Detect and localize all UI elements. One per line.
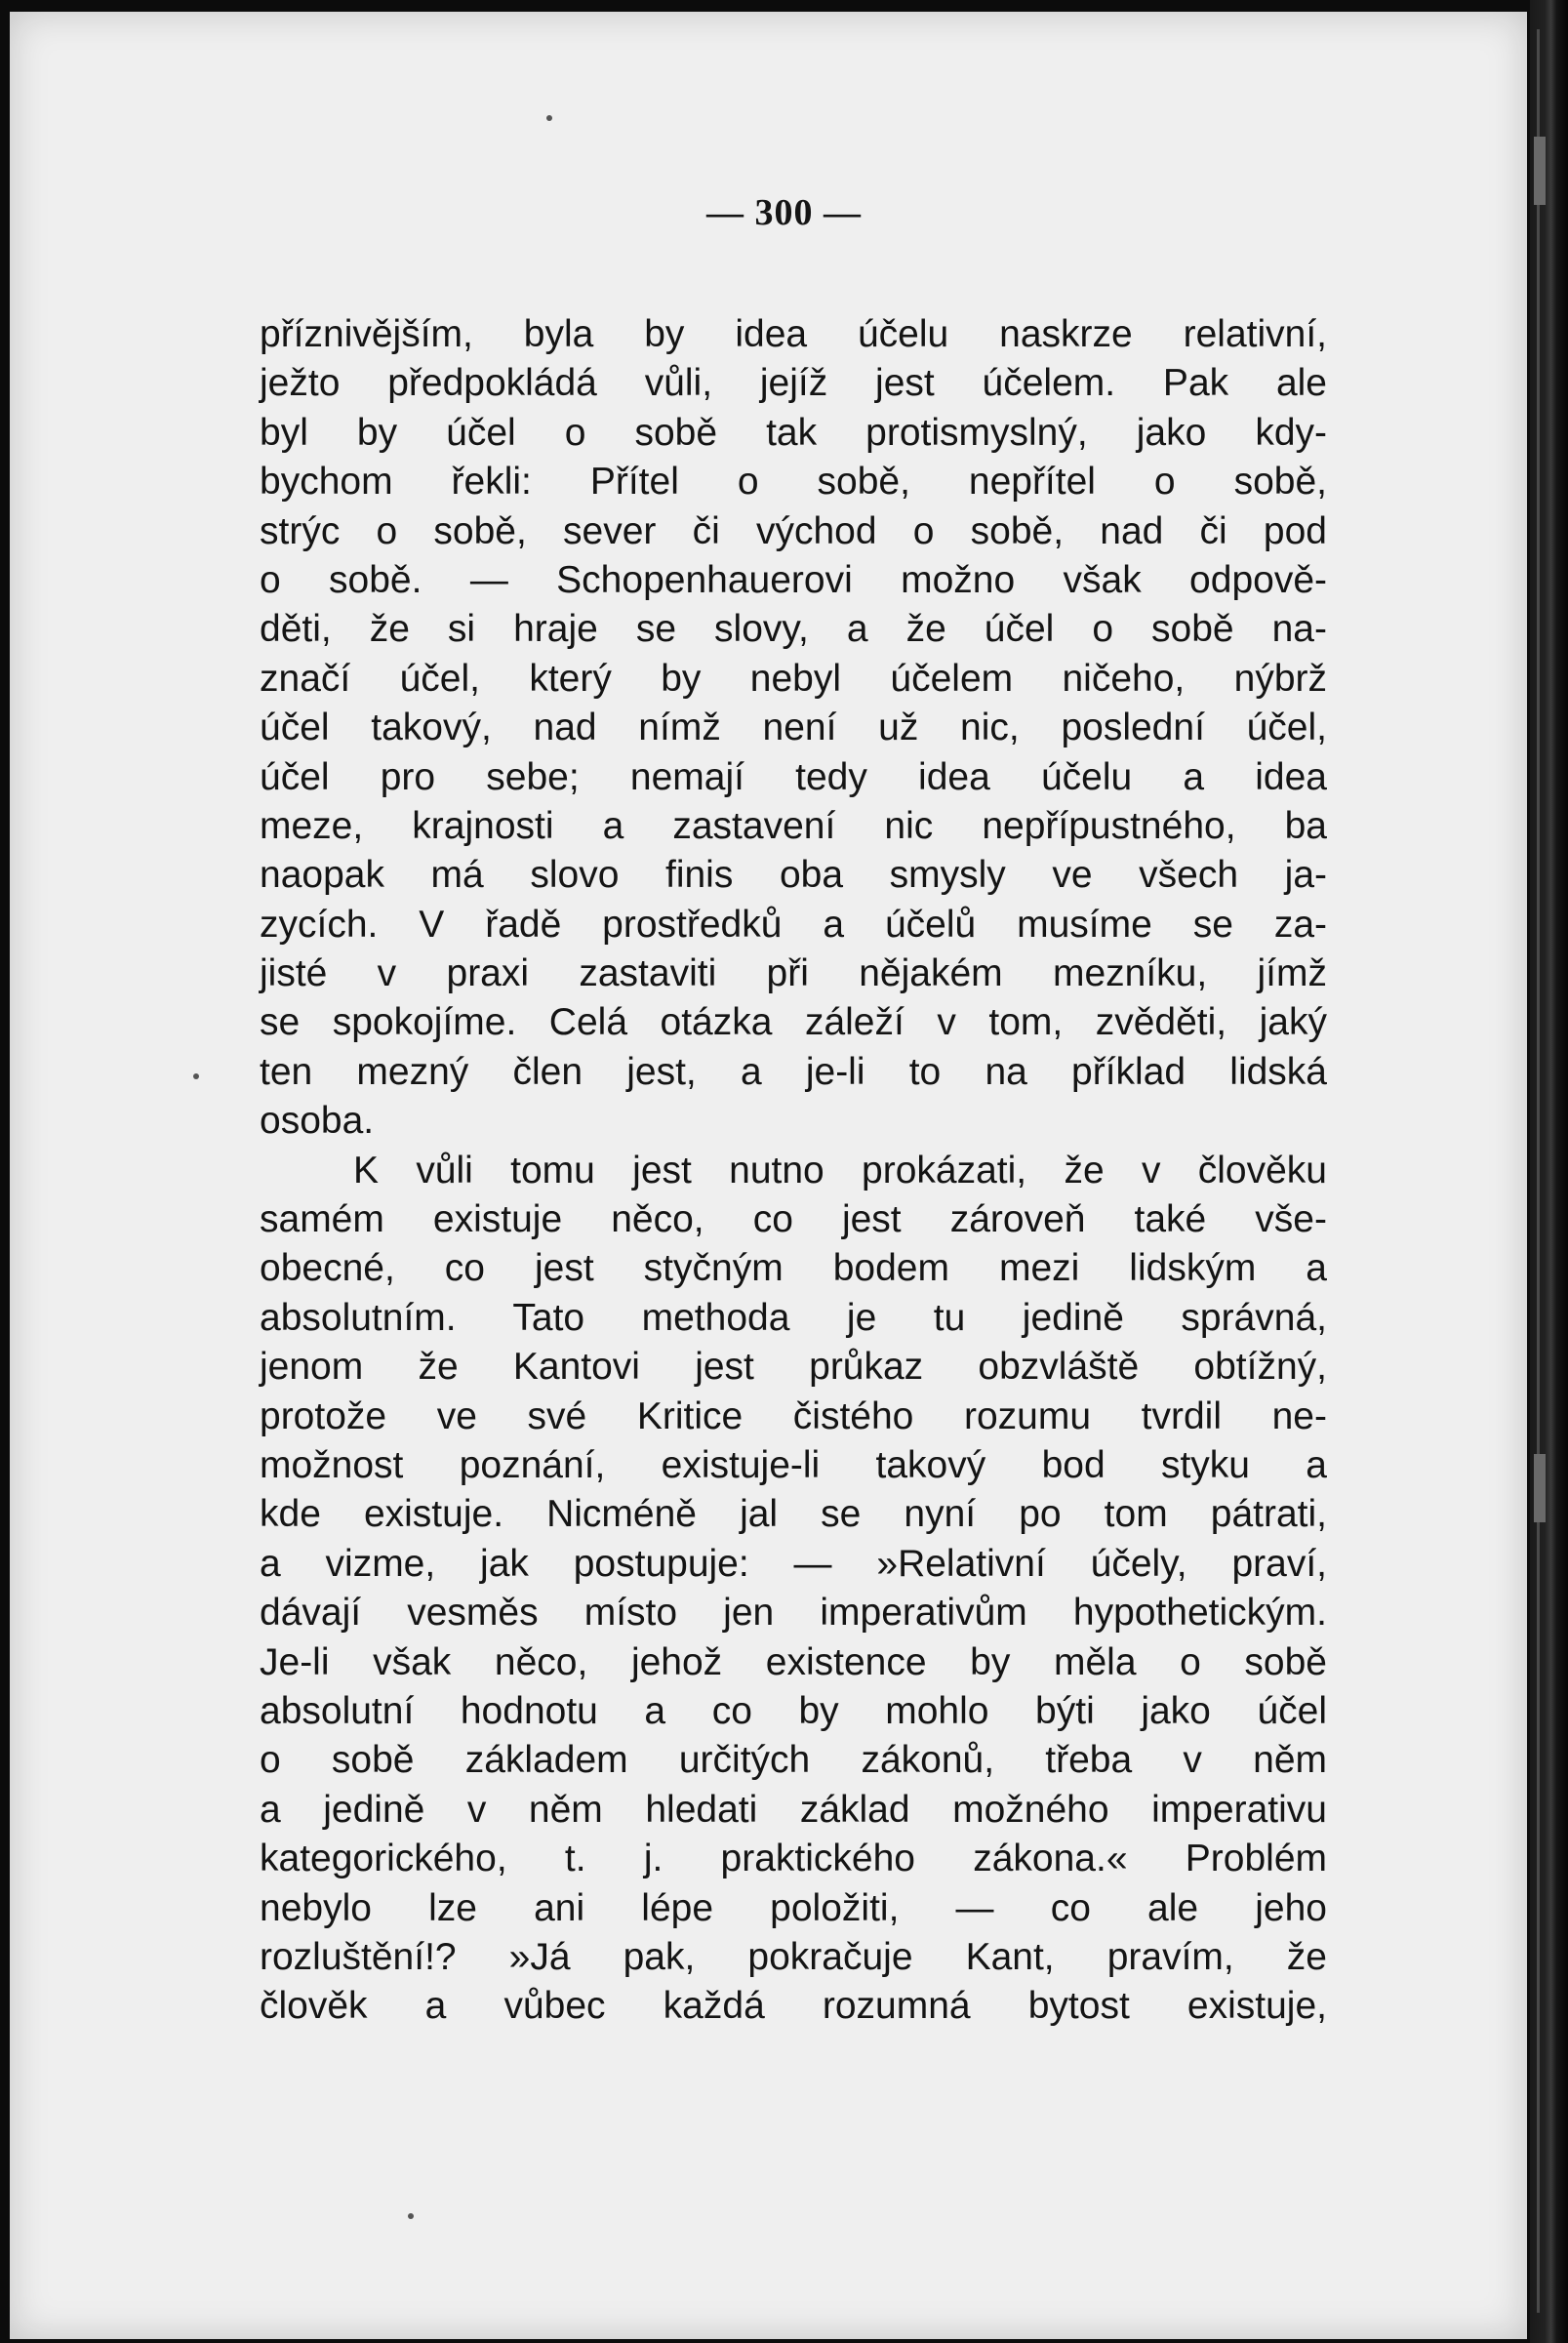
text-line: bychom řekli: Přítel o sobě, nepřítel o sobě, (260, 461, 1327, 504)
text-line: K vůli tomu jest nutno prokázati, že v člověku (353, 1149, 1327, 1192)
text-line: samém existuje něco, co jest zároveň také vše- (260, 1198, 1327, 1241)
body-text (260, 310, 1327, 2032)
text-line: dávají vesměs místo jen imperativům hypothetickým. (260, 1592, 1327, 1635)
text-line: byl by účel o sobě tak protismyslný, jako kdy- (260, 411, 1327, 454)
text-line: účel takový, nad nímž není už nic, poslední účel, (260, 707, 1327, 749)
speck (408, 2213, 414, 2219)
text-line: osoba. (260, 1100, 375, 1143)
text-line: o sobě. — Schopenhauerovi možno však odpově- (260, 558, 1327, 601)
book-edge-mark (1534, 1454, 1546, 1522)
text-line: jisté v praxi zastaviti při nějakém mezníku, jímž (260, 952, 1327, 995)
text-line: člověk a vůbec každá rozumná bytost existuje, (260, 1985, 1327, 2028)
text-line: a vizme, jak postupuje: — »Relativní účely, praví, (260, 1542, 1327, 1585)
text-line: Je-li však něco, jehož existence by měla o sobě (260, 1640, 1327, 1683)
text-line: ten mezný člen jest, a je-li to na příklad lidská (260, 1050, 1327, 1093)
text-line: absolutním. Tato methoda je tu jedině správná, (260, 1296, 1327, 1339)
text-line: se spokojíme. Celá otázka záleží v tom, zvěděti, jaký (260, 1001, 1327, 1044)
text-line: příznivějším, byla by idea účelu naskrze relativní, (260, 313, 1327, 355)
text-line: absolutní hodnotu a co by mohlo býti jako účel (260, 1689, 1327, 1732)
text-line: rozluštění!? »Já pak, pokračuje Kant, pravím, že (260, 1935, 1327, 1978)
text-line: obecné, co jest styčným bodem mezi lidským a (260, 1247, 1327, 1290)
text-line: ježto předpokládá vůli, jejíž jest účelem. Pak ale (260, 362, 1327, 405)
book-edge (1530, 0, 1568, 2343)
text-line: nebylo lze ani lépe položiti, — co ale jeho (260, 1886, 1327, 1929)
book-edge-line (1537, 29, 1540, 2313)
text-line: protože ve své Kritice čistého rozumu tvrdil ne- (260, 1394, 1327, 1437)
text-line: děti, že si hraje se slovy, a že účel o sobě na- (260, 608, 1327, 651)
text-line: naopak má slovo finis oba smysly ve všech ja- (260, 854, 1327, 897)
text-line: účel pro sebe; nemají tedy idea účelu a idea (260, 755, 1327, 798)
text-line: kategorického, t. j. praktického zákona.« Problém (260, 1838, 1327, 1880)
text-line: jenom že Kantovi jest průkaz obzvláště obtížný, (260, 1346, 1327, 1389)
speck (546, 115, 552, 121)
text-line: a jedině v něm hledati základ možného imperativu (260, 1788, 1327, 1831)
text-line: možnost poznání, existuje-li takový bod styku a (260, 1443, 1327, 1486)
text-line: strýc o sobě, sever či východ o sobě, nad či pod (260, 509, 1327, 552)
text-line: o sobě základem určitých zákonů, třeba v něm (260, 1739, 1327, 1782)
page-number: — 300 — (706, 192, 862, 233)
speck (193, 1073, 199, 1079)
text-line: značí účel, který by nebyl účelem ničeho, nýbrž (260, 657, 1327, 700)
text-line: zycích. V řadě prostředků a účelů musíme se za- (260, 903, 1327, 946)
text-line: meze, krajnosti a zastavení nic nepřípustného, ba (260, 804, 1327, 847)
text-line: kde existuje. Nicméně jal se nyní po tom pátrati, (260, 1493, 1327, 1536)
